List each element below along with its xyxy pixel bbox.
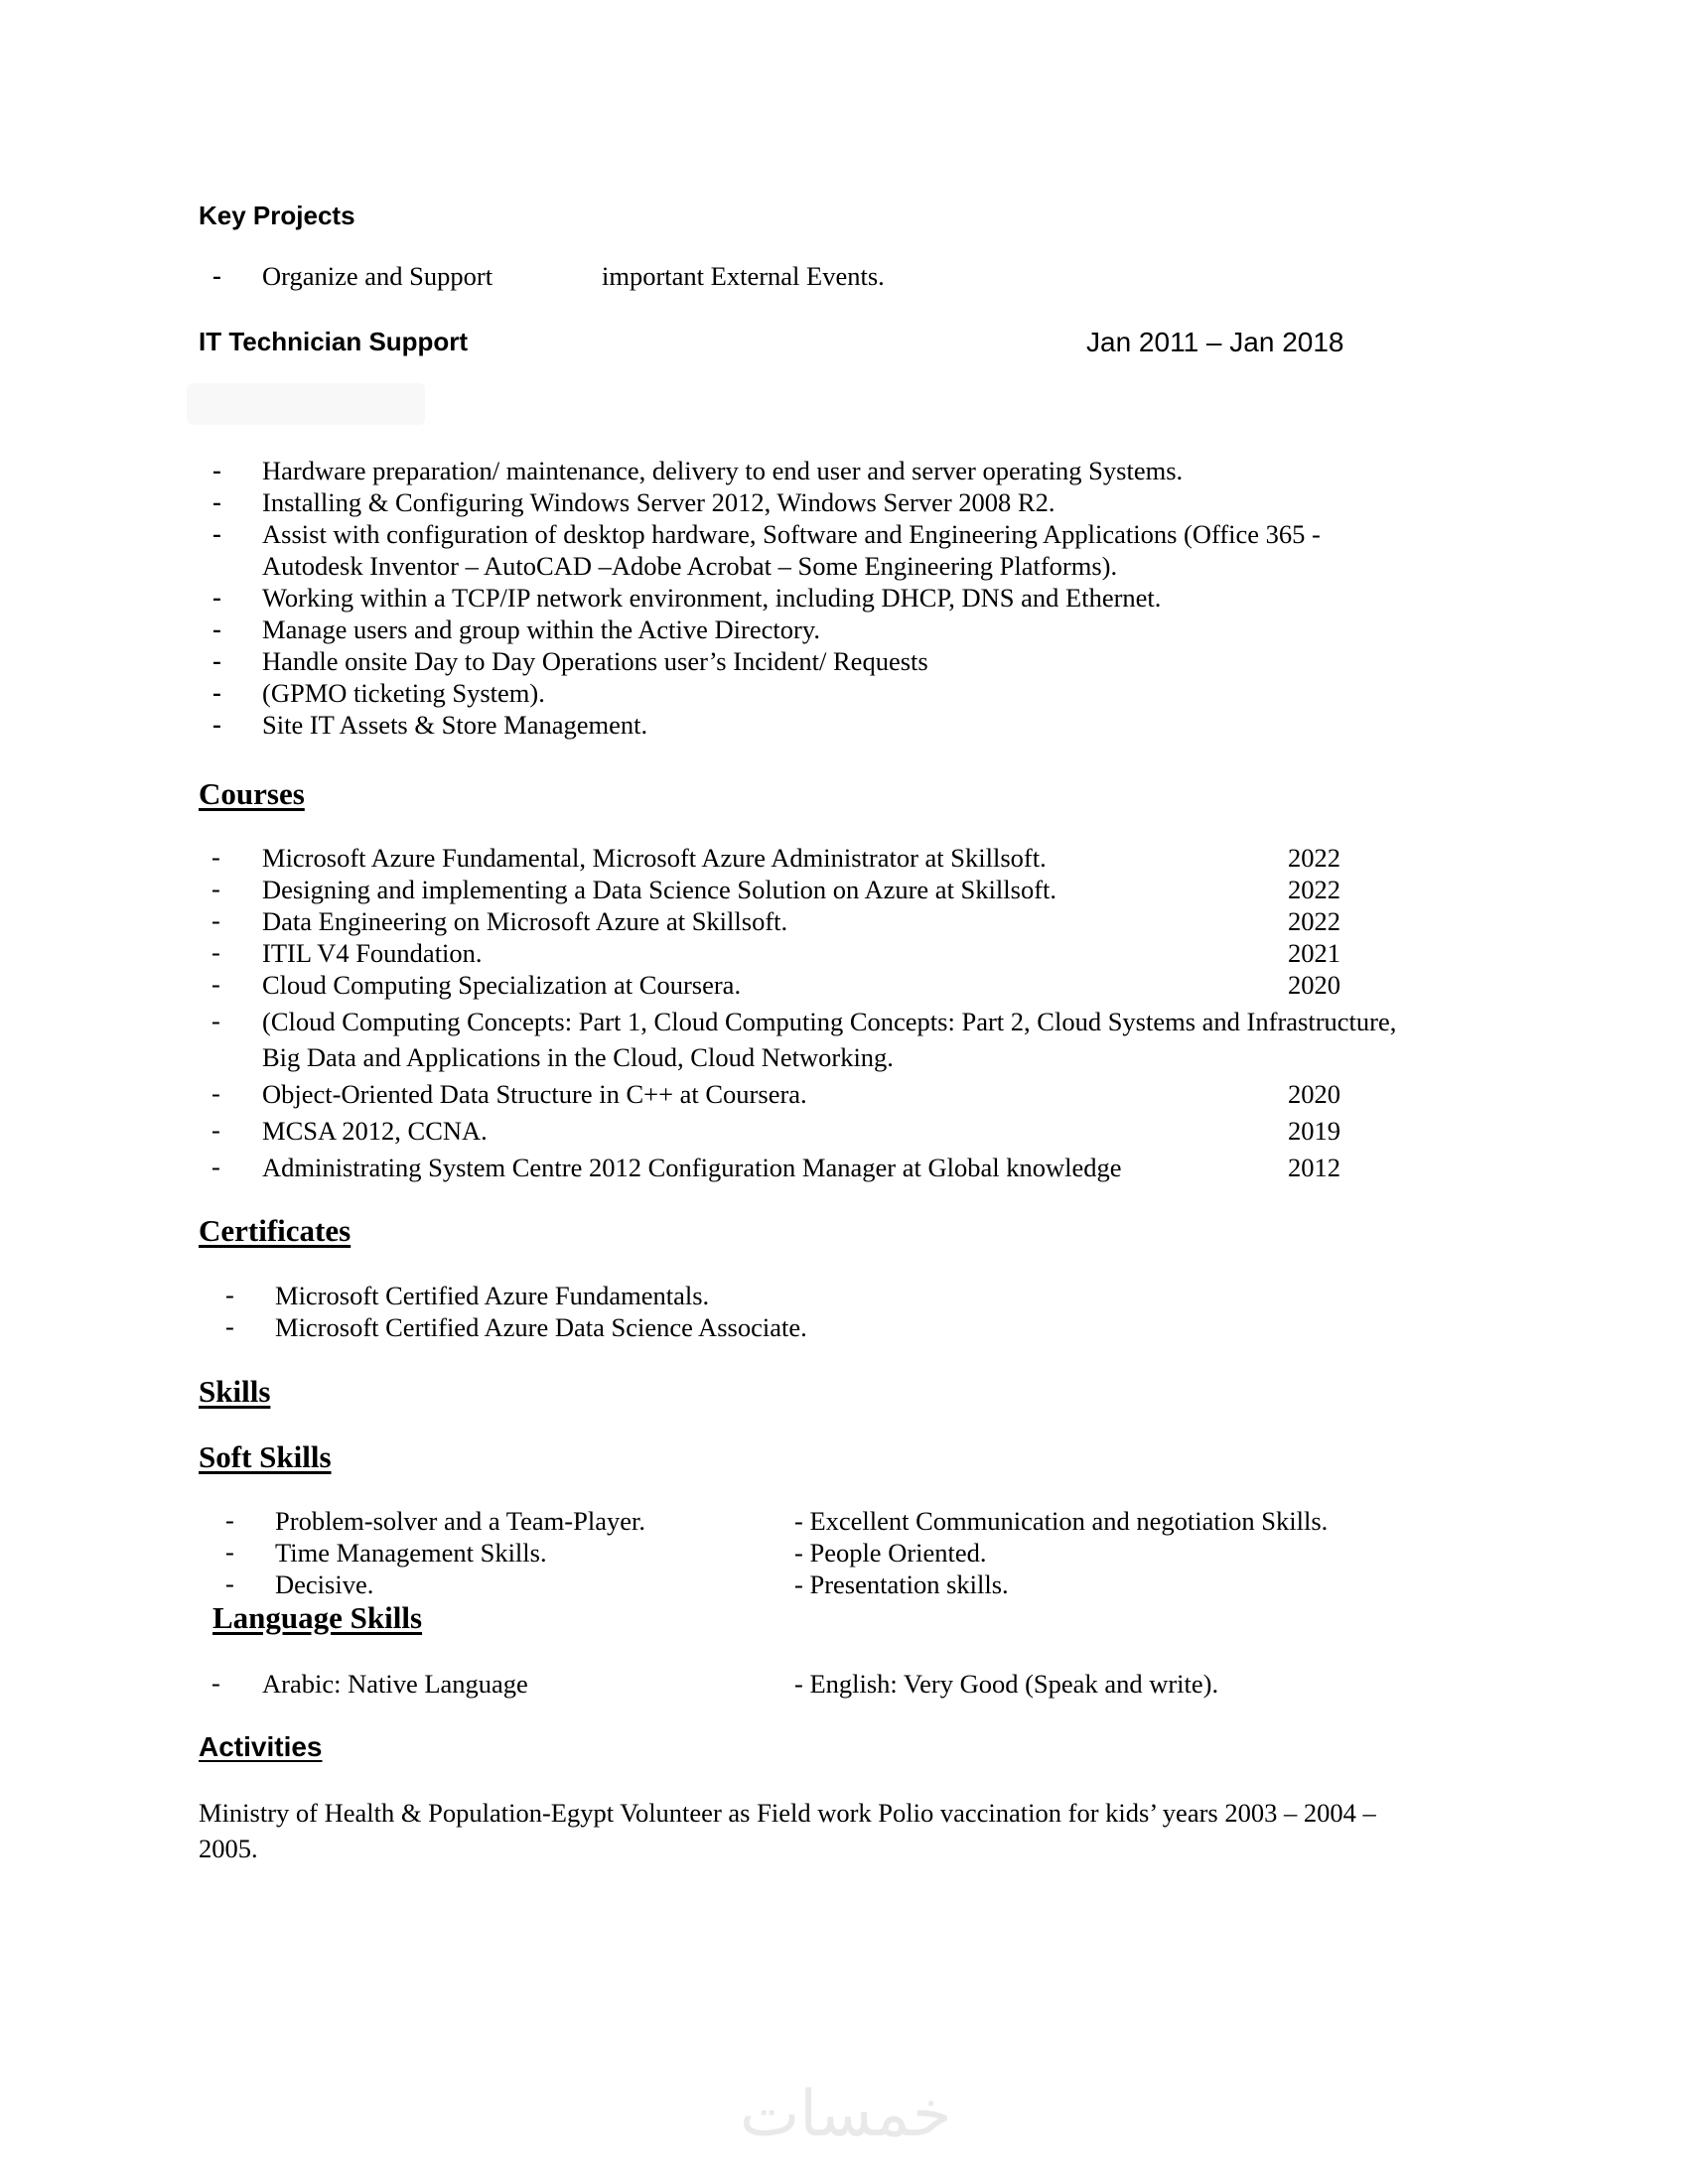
bullet-dash: -: [225, 1537, 234, 1567]
course-year: 2012: [1288, 1153, 1340, 1182]
bullet-dash: -: [211, 1115, 220, 1145]
skills-heading: Skills: [199, 1374, 271, 1409]
soft-skill-item: Decisive.: [275, 1570, 374, 1599]
bullet-dash: -: [225, 1505, 234, 1535]
job-duty-item: Site IT Assets & Store Management.: [262, 710, 648, 740]
course-item: Data Engineering on Microsoft Azure at Skillsoft.: [262, 906, 788, 936]
bullet-dash: -: [212, 518, 221, 548]
bullet-dash: -: [211, 937, 220, 967]
job-duty-item: Working within a TCP/IP network environment, including DHCP, DNS and Ethernet.: [262, 583, 1162, 613]
watermark-logo: خمسات: [740, 2078, 952, 2151]
language-skills-heading: Language Skills: [212, 1600, 423, 1635]
course-item: (Cloud Computing Concepts: Part 1, Cloud Computing Concepts: Part 2, Cloud Systems and Infrastructure,: [262, 1007, 1397, 1036]
job-duty-item: Manage users and group within the Active Directory.: [262, 614, 820, 644]
course-item: MCSA 2012, CCNA.: [262, 1116, 488, 1146]
course-year: 2022: [1288, 906, 1340, 936]
course-year: 2022: [1288, 875, 1340, 904]
course-year: 2020: [1288, 970, 1340, 1000]
certificate-item: Microsoft Certified Azure Data Science Associate.: [275, 1312, 807, 1342]
course-item: Microsoft Azure Fundamental, Microsoft Azure Administrator at Skillsoft.: [262, 843, 1047, 873]
key-project-item-continued: important External Events.: [602, 261, 885, 291]
key-projects-heading: Key Projects: [199, 201, 355, 230]
bullet-dash: -: [212, 486, 221, 516]
course-year: 2020: [1288, 1079, 1340, 1109]
course-item-continued: Big Data and Applications in the Cloud, Cloud Networking.: [262, 1042, 894, 1072]
job-duty-item: Installing & Configuring Windows Server 2012, Windows Server 2008 R2.: [262, 487, 1055, 517]
certificates-heading: Certificates: [199, 1213, 352, 1248]
bullet-dash: -: [211, 874, 220, 903]
soft-skills-heading: Soft Skills: [199, 1439, 332, 1474]
redacted-block: [187, 383, 425, 425]
language-item: Arabic: Native Language: [262, 1669, 528, 1699]
soft-skill-item: Time Management Skills.: [275, 1538, 547, 1568]
soft-skill-item: - Presentation skills.: [794, 1570, 1009, 1599]
activities-heading: Activities: [199, 1731, 323, 1762]
activities-text-continued: 2005.: [199, 1834, 258, 1863]
bullet-dash: -: [212, 645, 221, 675]
bullet-dash: -: [211, 1006, 220, 1035]
soft-skill-item: - Excellent Communication and negotiation Skills.: [794, 1506, 1329, 1536]
job-duty-item: (GPMO ticketing System).: [262, 678, 545, 708]
key-project-item: Organize and Support: [262, 261, 493, 291]
bullet-dash: -: [225, 1280, 234, 1309]
course-year: 2019: [1288, 1116, 1340, 1146]
bullet-dash: -: [225, 1311, 234, 1341]
bullet-dash: -: [211, 905, 220, 935]
course-year: 2021: [1288, 938, 1340, 968]
course-item: ITIL V4 Foundation.: [262, 938, 483, 968]
bullet-dash: -: [211, 969, 220, 999]
bullet-dash: -: [211, 1668, 220, 1698]
course-year: 2022: [1288, 843, 1340, 873]
certificate-item: Microsoft Certified Azure Fundamentals.: [275, 1281, 710, 1310]
job-duty-item: Hardware preparation/ maintenance, delivery to end user and server operating Systems.: [262, 456, 1184, 485]
bullet-dash: -: [211, 1152, 220, 1181]
language-item: - English: Very Good (Speak and write).: [794, 1669, 1219, 1699]
bullet-dash: -: [212, 677, 221, 707]
bullet-dash: -: [211, 1078, 220, 1108]
job-title: IT Technician Support: [199, 327, 469, 356]
course-item: Cloud Computing Specialization at Coursera.: [262, 970, 742, 1000]
activities-text: Ministry of Health & Population-Egypt Volunteer as Field work Polio vaccination for kids’ years 2003 – 2004 –: [199, 1798, 1376, 1828]
bullet-dash: -: [211, 842, 220, 872]
courses-heading: Courses: [199, 776, 305, 811]
job-dates: Jan 2011 – Jan 2018: [1086, 327, 1344, 357]
soft-skill-item: Problem-solver and a Team-Player.: [275, 1506, 645, 1536]
bullet-dash: -: [212, 260, 221, 290]
bullet-dash: -: [225, 1569, 234, 1598]
job-duty-item-continued: Autodesk Inventor – AutoCAD –Adobe Acrobat – Some Engineering Platforms).: [262, 551, 1118, 581]
course-item: Administrating System Centre 2012 Configuration Manager at Global knowledge: [262, 1153, 1122, 1182]
course-item: Object-Oriented Data Structure in C++ at Coursera.: [262, 1079, 807, 1109]
soft-skill-item: - People Oriented.: [794, 1538, 987, 1568]
bullet-dash: -: [212, 455, 221, 484]
bullet-dash: -: [212, 582, 221, 612]
job-duty-item: Assist with configuration of desktop hardware, Software and Engineering Applications (Office 365 -: [262, 519, 1321, 549]
job-duty-item: Handle onsite Day to Day Operations user’s Incident/ Requests: [262, 646, 928, 676]
bullet-dash: -: [212, 614, 221, 643]
bullet-dash: -: [212, 709, 221, 739]
course-item: Designing and implementing a Data Science Solution on Azure at Skillsoft.: [262, 875, 1057, 904]
